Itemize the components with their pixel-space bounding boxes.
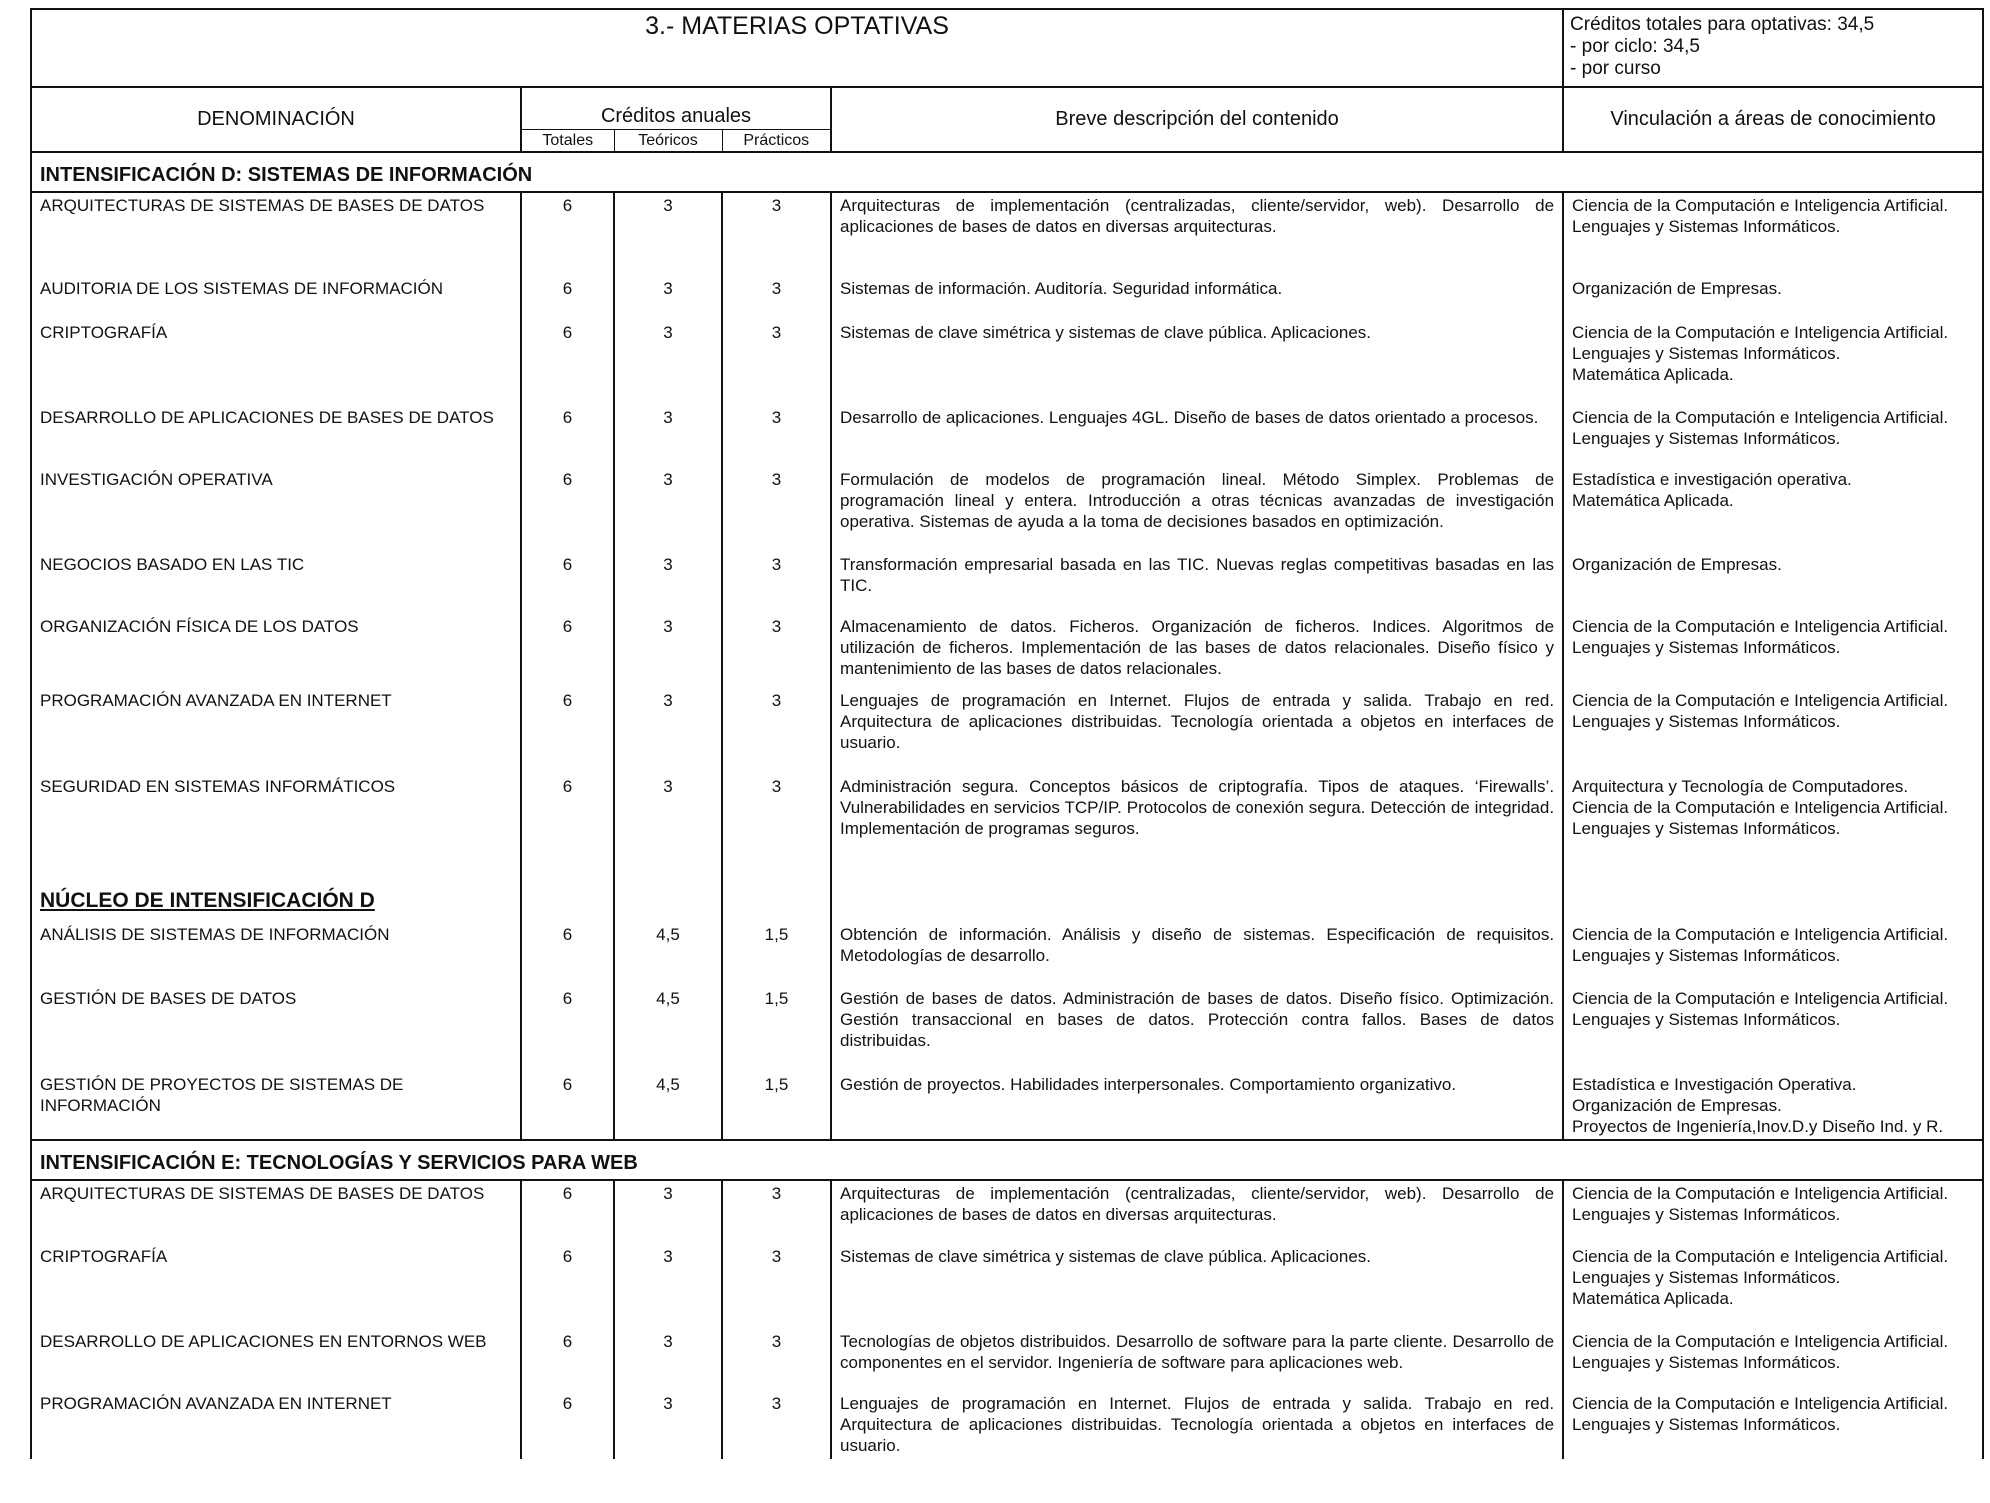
knowledge-areas [1563, 1391, 1983, 1459]
table-row [31, 688, 1983, 774]
subject-description: Transformación empresarial basada en las TIC. Nuevas reglas competitivas basadas en las TIC. [831, 552, 1563, 614]
credits-teoricos: 3 [614, 1391, 722, 1459]
credits-summary [1563, 9, 1983, 87]
knowledge-area: Lenguajes y Sistemas Informáticos. [1572, 1267, 1841, 1287]
subject-name: DESARROLLO DE APLICACIONES EN ENTORNOS WEB [31, 1329, 521, 1391]
knowledge-area: Lenguajes y Sistemas Informáticos. [1572, 1352, 1841, 1372]
credits-practicos: 3 [722, 552, 831, 614]
empty-cell [722, 870, 831, 922]
subject-description: Gestión de bases de datos. Administración de bases de datos. Diseño físico. Optimización. Gestión transaccional en bases de datos. Protección contra fallos. Bases de datos distribuidas. [831, 986, 1563, 1072]
knowledge-area: Ciencia de la Computación e Inteligencia Artificial. [1572, 797, 1949, 817]
credits-teoricos: 3 [614, 192, 722, 276]
empty-cell [521, 870, 614, 922]
col-practicos: Prácticos [722, 129, 831, 152]
knowledge-areas [1563, 1072, 1983, 1140]
subject-description: Desarrollo de aplicaciones. Lenguajes 4GL. Diseño de bases de datos orientado a procesos. [831, 405, 1563, 467]
subject-description: Administración segura. Conceptos básicos de criptografía. Tipos de ataques. ‘Firewalls’. Vulnerabilidades en servicios TCP/IP. Protocolos de conexión segura. Detección de integridad. Implementación de programas seguros. [831, 774, 1563, 870]
credits-totales: 6 [521, 922, 614, 986]
credits-teoricos: 4,5 [614, 1072, 722, 1140]
credits-practicos: 1,5 [722, 986, 831, 1072]
knowledge-area: Ciencia de la Computación e Inteligencia Artificial. [1572, 988, 1949, 1008]
knowledge-areas [1563, 276, 1983, 320]
knowledge-area: Lenguajes y Sistemas Informáticos. [1572, 637, 1841, 657]
credits-teoricos: 3 [614, 1244, 722, 1329]
credits-practicos: 3 [722, 1329, 831, 1391]
table-row [31, 922, 1983, 986]
knowledge-area: Lenguajes y Sistemas Informáticos. [1572, 343, 1841, 363]
table-row [31, 405, 1983, 467]
page-title: 3.- MATERIAS OPTATIVAS [31, 9, 1563, 87]
credits-teoricos: 3 [614, 1329, 722, 1391]
credits-practicos: 3 [722, 1391, 831, 1459]
credits-totales: 6 [521, 1180, 614, 1244]
subject-name: CRIPTOGRAFÍA [31, 1244, 521, 1329]
knowledge-areas [1563, 1244, 1983, 1329]
knowledge-areas [1563, 1329, 1983, 1391]
knowledge-area: Lenguajes y Sistemas Informáticos. [1572, 818, 1841, 838]
credits-practicos: 1,5 [722, 1072, 831, 1140]
subject-description: Formulación de modelos de programación lineal. Método Simplex. Problemas de programación lineal y entera. Introducción a otras técnicas avanzadas de investigación operativa. Sistemas de ayuda a la toma de decisiones basados en optimización. [831, 467, 1563, 552]
table-row [31, 1072, 1983, 1140]
subject-name: AUDITORIA DE LOS SISTEMAS DE INFORMACIÓN [31, 276, 521, 320]
subject-name: NEGOCIOS BASADO EN LAS TIC [31, 552, 521, 614]
credits-totales: 6 [521, 688, 614, 774]
credits-course-line: - por curso [1570, 58, 1661, 79]
credits-practicos: 3 [722, 405, 831, 467]
col-vinculacion: Vinculación a áreas de conocimiento [1563, 87, 1983, 152]
subject-name: PROGRAMACIÓN AVANZADA EN INTERNET [31, 688, 521, 774]
section-title: INTENSIFICACIÓN E: TECNOLOGÍAS Y SERVICIOS PARA WEB [31, 1140, 1983, 1180]
credits-totales: 6 [521, 1329, 614, 1391]
subject-description: Obtención de información. Análisis y diseño de sistemas. Especificación de requisitos. Metodologías de desarrollo. [831, 922, 1563, 986]
knowledge-area: Organización de Empresas. [1572, 1095, 1782, 1115]
subject-description: Gestión de proyectos. Habilidades interpersonales. Comportamiento organizativo. [831, 1072, 1563, 1140]
credits-practicos: 3 [722, 192, 831, 276]
knowledge-area: Lenguajes y Sistemas Informáticos. [1572, 216, 1841, 236]
knowledge-area: Lenguajes y Sistemas Informáticos. [1572, 1414, 1841, 1434]
knowledge-area: Ciencia de la Computación e Inteligencia Artificial. [1572, 195, 1949, 215]
document-page [30, 8, 1982, 1496]
knowledge-areas [1563, 986, 1983, 1072]
knowledge-area: Lenguajes y Sistemas Informáticos. [1572, 1204, 1841, 1224]
subject-name: PROGRAMACIÓN AVANZADA EN INTERNET [31, 1391, 521, 1459]
credits-practicos: 3 [722, 614, 831, 688]
subject-name: ANÁLISIS DE SISTEMAS DE INFORMACIÓN [31, 922, 521, 986]
credits-practicos: 1,5 [722, 922, 831, 986]
subject-description: Almacenamiento de datos. Ficheros. Organización de ficheros. Indices. Algoritmos de utilización de ficheros. Implementación de las bases de datos relacionales. Diseño físico y mantenimiento de las bases de datos relacionales. [831, 614, 1563, 688]
credits-totales: 6 [521, 276, 614, 320]
knowledge-areas [1563, 192, 1983, 276]
table-row [31, 1244, 1983, 1329]
knowledge-areas [1563, 405, 1983, 467]
col-totales: Totales [521, 129, 614, 152]
knowledge-area: Estadística e Investigación Operativa. [1572, 1074, 1857, 1094]
table-row [31, 1180, 1983, 1244]
knowledge-area: Estadística e investigación operativa. [1572, 469, 1852, 489]
subject-name: SEGURIDAD EN SISTEMAS INFORMÁTICOS [31, 774, 521, 870]
knowledge-area: Lenguajes y Sistemas Informáticos. [1572, 711, 1841, 731]
knowledge-area: Matemática Aplicada. [1572, 490, 1734, 510]
knowledge-area: Ciencia de la Computación e Inteligencia Artificial. [1572, 407, 1949, 427]
credits-teoricos: 3 [614, 614, 722, 688]
table-row [31, 774, 1983, 870]
credits-practicos: 3 [722, 1180, 831, 1244]
col-denominacion: DENOMINACIÓN [31, 87, 521, 152]
credits-totales: 6 [521, 774, 614, 870]
credits-teoricos: 3 [614, 405, 722, 467]
credits-practicos: 3 [722, 276, 831, 320]
knowledge-area: Ciencia de la Computación e Inteligencia Artificial. [1572, 1183, 1949, 1203]
knowledge-area: Organización de Empresas. [1572, 278, 1782, 298]
credits-practicos: 3 [722, 774, 831, 870]
knowledge-area: Organización de Empresas. [1572, 554, 1782, 574]
table-row [31, 986, 1983, 1072]
section-header [31, 152, 1983, 192]
credits-totales: 6 [521, 1244, 614, 1329]
subject-name: INVESTIGACIÓN OPERATIVA [31, 467, 521, 552]
subject-description: Lenguajes de programación en Internet. Flujos de entrada y salida. Trabajo en red. Arquitectura de aplicaciones distribuidas. Tecnología orientada a objetos en interfaces de usuario. [831, 1391, 1563, 1459]
credits-total-line: Créditos totales para optativas: 34,5 [1570, 14, 1875, 35]
credits-teoricos: 4,5 [614, 986, 722, 1072]
table-row [31, 467, 1983, 552]
knowledge-area: Ciencia de la Computación e Inteligencia Artificial. [1572, 322, 1949, 342]
knowledge-areas [1563, 688, 1983, 774]
credits-cycle-line: - por ciclo: 34,5 [1570, 36, 1700, 57]
subject-description: Arquitecturas de implementación (centralizadas, cliente/servidor, web). Desarrollo de aplicaciones de bases de datos en diversas arquitecturas. [831, 1180, 1563, 1244]
subject-description: Sistemas de clave simétrica y sistemas de clave pública. Aplicaciones. [831, 320, 1563, 405]
credits-totales: 6 [521, 986, 614, 1072]
table-row [31, 552, 1983, 614]
knowledge-area: Arquitectura y Tecnología de Computadores. [1572, 776, 1909, 796]
credits-practicos: 3 [722, 688, 831, 774]
credits-teoricos: 3 [614, 1180, 722, 1244]
credits-teoricos: 4,5 [614, 922, 722, 986]
knowledge-areas [1563, 320, 1983, 405]
subject-name: CRIPTOGRAFÍA [31, 320, 521, 405]
knowledge-area: Ciencia de la Computación e Inteligencia Artificial. [1572, 1393, 1949, 1413]
knowledge-area: Proyectos de Ingeniería,Inov.D.y Diseño Ind. y R. [1572, 1116, 1944, 1136]
credits-totales: 6 [521, 405, 614, 467]
subject-description: Tecnologías de objetos distribuidos. Desarrollo de software para la parte cliente. Desarrollo de componentes en el servidor. Ingeniería de software para aplicaciones web. [831, 1329, 1563, 1391]
knowledge-area: Ciencia de la Computación e Inteligencia Artificial. [1572, 616, 1949, 636]
knowledge-area: Lenguajes y Sistemas Informáticos. [1572, 1009, 1841, 1029]
credits-totales: 6 [521, 552, 614, 614]
credits-teoricos: 3 [614, 276, 722, 320]
knowledge-area: Ciencia de la Computación e Inteligencia Artificial. [1572, 1331, 1949, 1351]
credits-teoricos: 3 [614, 467, 722, 552]
credits-totales: 6 [521, 192, 614, 276]
empty-cell [1563, 870, 1983, 922]
table-row [31, 614, 1983, 688]
knowledge-areas [1563, 552, 1983, 614]
credits-teoricos: 3 [614, 774, 722, 870]
nucleo-title: NÚCLEO DE INTENSIFICACIÓN D [31, 870, 521, 922]
knowledge-areas [1563, 467, 1983, 552]
section-header [31, 1140, 1983, 1180]
knowledge-area: Lenguajes y Sistemas Informáticos. [1572, 945, 1841, 965]
credits-totales: 6 [521, 467, 614, 552]
subjects-table [30, 8, 1984, 1459]
knowledge-area: Matemática Aplicada. [1572, 364, 1734, 384]
subject-name: DESARROLLO DE APLICACIONES DE BASES DE DATOS [31, 405, 521, 467]
table-row [31, 192, 1983, 276]
col-descripcion: Breve descripción del contenido [831, 87, 1563, 152]
knowledge-areas [1563, 774, 1983, 870]
empty-cell [831, 870, 1563, 922]
knowledge-area: Matemática Aplicada. [1572, 1288, 1734, 1308]
empty-cell [614, 870, 722, 922]
subject-description: Sistemas de clave simétrica y sistemas de clave pública. Aplicaciones. [831, 1244, 1563, 1329]
credits-totales: 6 [521, 614, 614, 688]
col-creditos: Créditos anuales [521, 87, 831, 129]
knowledge-areas [1563, 922, 1983, 986]
subject-description: Sistemas de información. Auditoría. Seguridad informática. [831, 276, 1563, 320]
credits-totales: 6 [521, 1072, 614, 1140]
section-title: INTENSIFICACIÓN D: SISTEMAS DE INFORMACIÓN [31, 152, 1983, 192]
table-row [31, 1391, 1983, 1459]
knowledge-areas [1563, 1180, 1983, 1244]
knowledge-area: Ciencia de la Computación e Inteligencia Artificial. [1572, 1246, 1949, 1266]
table-row [31, 320, 1983, 405]
subject-description: Lenguajes de programación en Internet. Flujos de entrada y salida. Trabajo en red. Arquitectura de aplicaciones distribuidas. Tecnología orientada a objetos en interfaces de usuario. [831, 688, 1563, 774]
table-row [31, 276, 1983, 320]
subject-name: ARQUITECTURAS DE SISTEMAS DE BASES DE DATOS [31, 192, 521, 276]
credits-practicos: 3 [722, 1244, 831, 1329]
credits-teoricos: 3 [614, 552, 722, 614]
table-row [31, 1329, 1983, 1391]
nucleo-header [31, 870, 1983, 922]
credits-teoricos: 3 [614, 320, 722, 405]
knowledge-area: Ciencia de la Computación e Inteligencia Artificial. [1572, 924, 1949, 944]
credits-teoricos: 3 [614, 688, 722, 774]
col-teoricos: Teóricos [614, 129, 722, 152]
knowledge-area: Ciencia de la Computación e Inteligencia Artificial. [1572, 690, 1949, 710]
subject-name: GESTIÓN DE PROYECTOS DE SISTEMAS DE INFORMACIÓN [31, 1072, 521, 1140]
subject-description: Arquitecturas de implementación (centralizadas, cliente/servidor, web). Desarrollo de aplicaciones de bases de datos en diversas arquitecturas. [831, 192, 1563, 276]
subject-name: ORGANIZACIÓN FÍSICA DE LOS DATOS [31, 614, 521, 688]
credits-totales: 6 [521, 1391, 614, 1459]
subject-name: ARQUITECTURAS DE SISTEMAS DE BASES DE DATOS [31, 1180, 521, 1244]
knowledge-areas [1563, 614, 1983, 688]
knowledge-area: Lenguajes y Sistemas Informáticos. [1572, 428, 1841, 448]
credits-totales: 6 [521, 320, 614, 405]
credits-practicos: 3 [722, 320, 831, 405]
subject-name: GESTIÓN DE BASES DE DATOS [31, 986, 521, 1072]
credits-practicos: 3 [722, 467, 831, 552]
